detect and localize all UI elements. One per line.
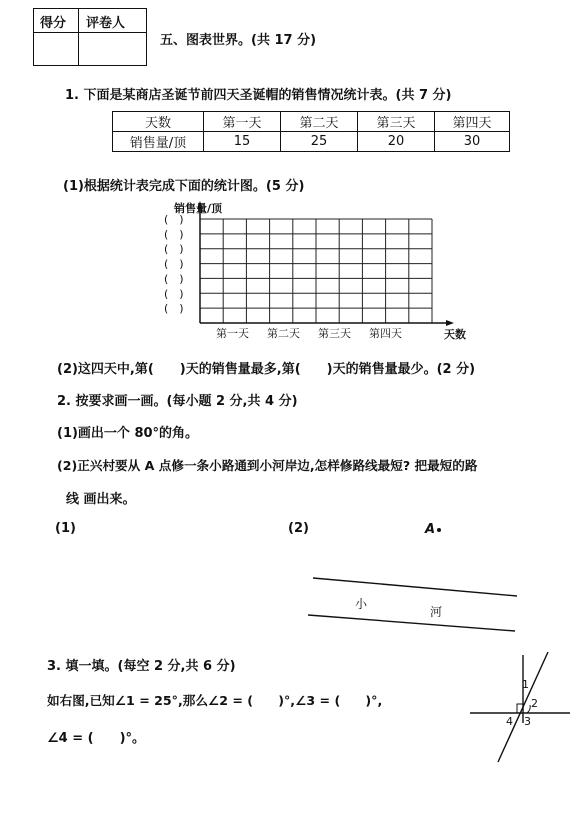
day-cell: 第三天 — [358, 112, 435, 132]
q2-part2-line1: (2)正兴村要从 A 点修一条小路通到小河岸边,怎样修路线最短? 把最短的路 — [57, 458, 478, 473]
y-tick-label: ( ) — [164, 257, 184, 271]
score-label: 得分 — [40, 16, 67, 31]
y-tick-label: ( ) — [164, 272, 184, 286]
q2-part2-line2: 线 画出来。 — [66, 492, 136, 507]
q3-title: 3. 填一填。(每空 2 分,共 6 分) — [47, 659, 236, 674]
y-tick-label: ( ) — [164, 242, 184, 256]
point-a-label: A — [425, 522, 436, 537]
river-char-1: 小 — [355, 597, 368, 611]
q2-label-2: (2) — [288, 521, 309, 536]
q1-title: 1. 下面是某商店圣诞节前四天圣诞帽的销售情况统计表。(共 7 分) — [65, 88, 452, 103]
day-cell: 第二天 — [281, 112, 358, 132]
angle-label-4: 4 — [506, 715, 513, 728]
y-tick-label: ( ) — [164, 302, 184, 316]
sales-cell: 30 — [435, 132, 510, 152]
y-tick-label: ( ) — [164, 287, 184, 301]
q2-title: 2. 按要求画一画。(每小题 2 分,共 4 分) — [57, 394, 298, 409]
q1-part2: (2)这四天中,第( )天的销售量最多,第( )天的销售量最少。(2 分) — [57, 362, 476, 377]
q3-line1: 如右图,已知∠1 = 25°,那么∠2 = ( )°,∠3 = ( )°, — [47, 693, 383, 708]
x-tick-label: 第三天 — [318, 327, 351, 340]
q2-label-1: (1) — [55, 521, 76, 536]
sales-cell: 15 — [204, 132, 281, 152]
river-char-2: 河 — [430, 605, 443, 619]
sales-cell: 20 — [358, 132, 435, 152]
q1-part1: (1)根据统计表完成下面的统计图。(5 分) — [63, 179, 305, 194]
sales-cell: 25 — [281, 132, 358, 152]
day-cell: 第四天 — [435, 112, 510, 132]
angle-arc — [527, 705, 530, 713]
river-bank-bottom — [308, 615, 515, 631]
y-tick-label: ( ) — [164, 227, 184, 241]
x-tick-label: 第四天 — [369, 327, 402, 340]
x-tick-label: 第二天 — [267, 327, 300, 340]
row-header-sales: 销售量/顶 — [113, 132, 204, 152]
section-title: 五、图表世界。(共 17 分) — [160, 33, 317, 48]
y-axis-label: 销售量/顶 — [174, 202, 223, 215]
angle-label-2: 2 — [531, 697, 538, 710]
river-bank-top — [313, 578, 517, 596]
day-cell: 第一天 — [204, 112, 281, 132]
y-tick-label: ( ) — [164, 213, 184, 226]
angle-label-3: 3 — [524, 715, 531, 728]
q2-part1: (1)画出一个 80°的角。 — [57, 426, 199, 441]
x-tick-label: 第一天 — [216, 327, 249, 340]
grader-label: 评卷人 — [86, 16, 126, 31]
row-header-days: 天数 — [113, 112, 204, 132]
x-axis-label: 天数 — [444, 328, 466, 341]
q3-line2: ∠4 = ( )°。 — [47, 731, 146, 746]
angle-label-1: 1 — [522, 678, 529, 691]
